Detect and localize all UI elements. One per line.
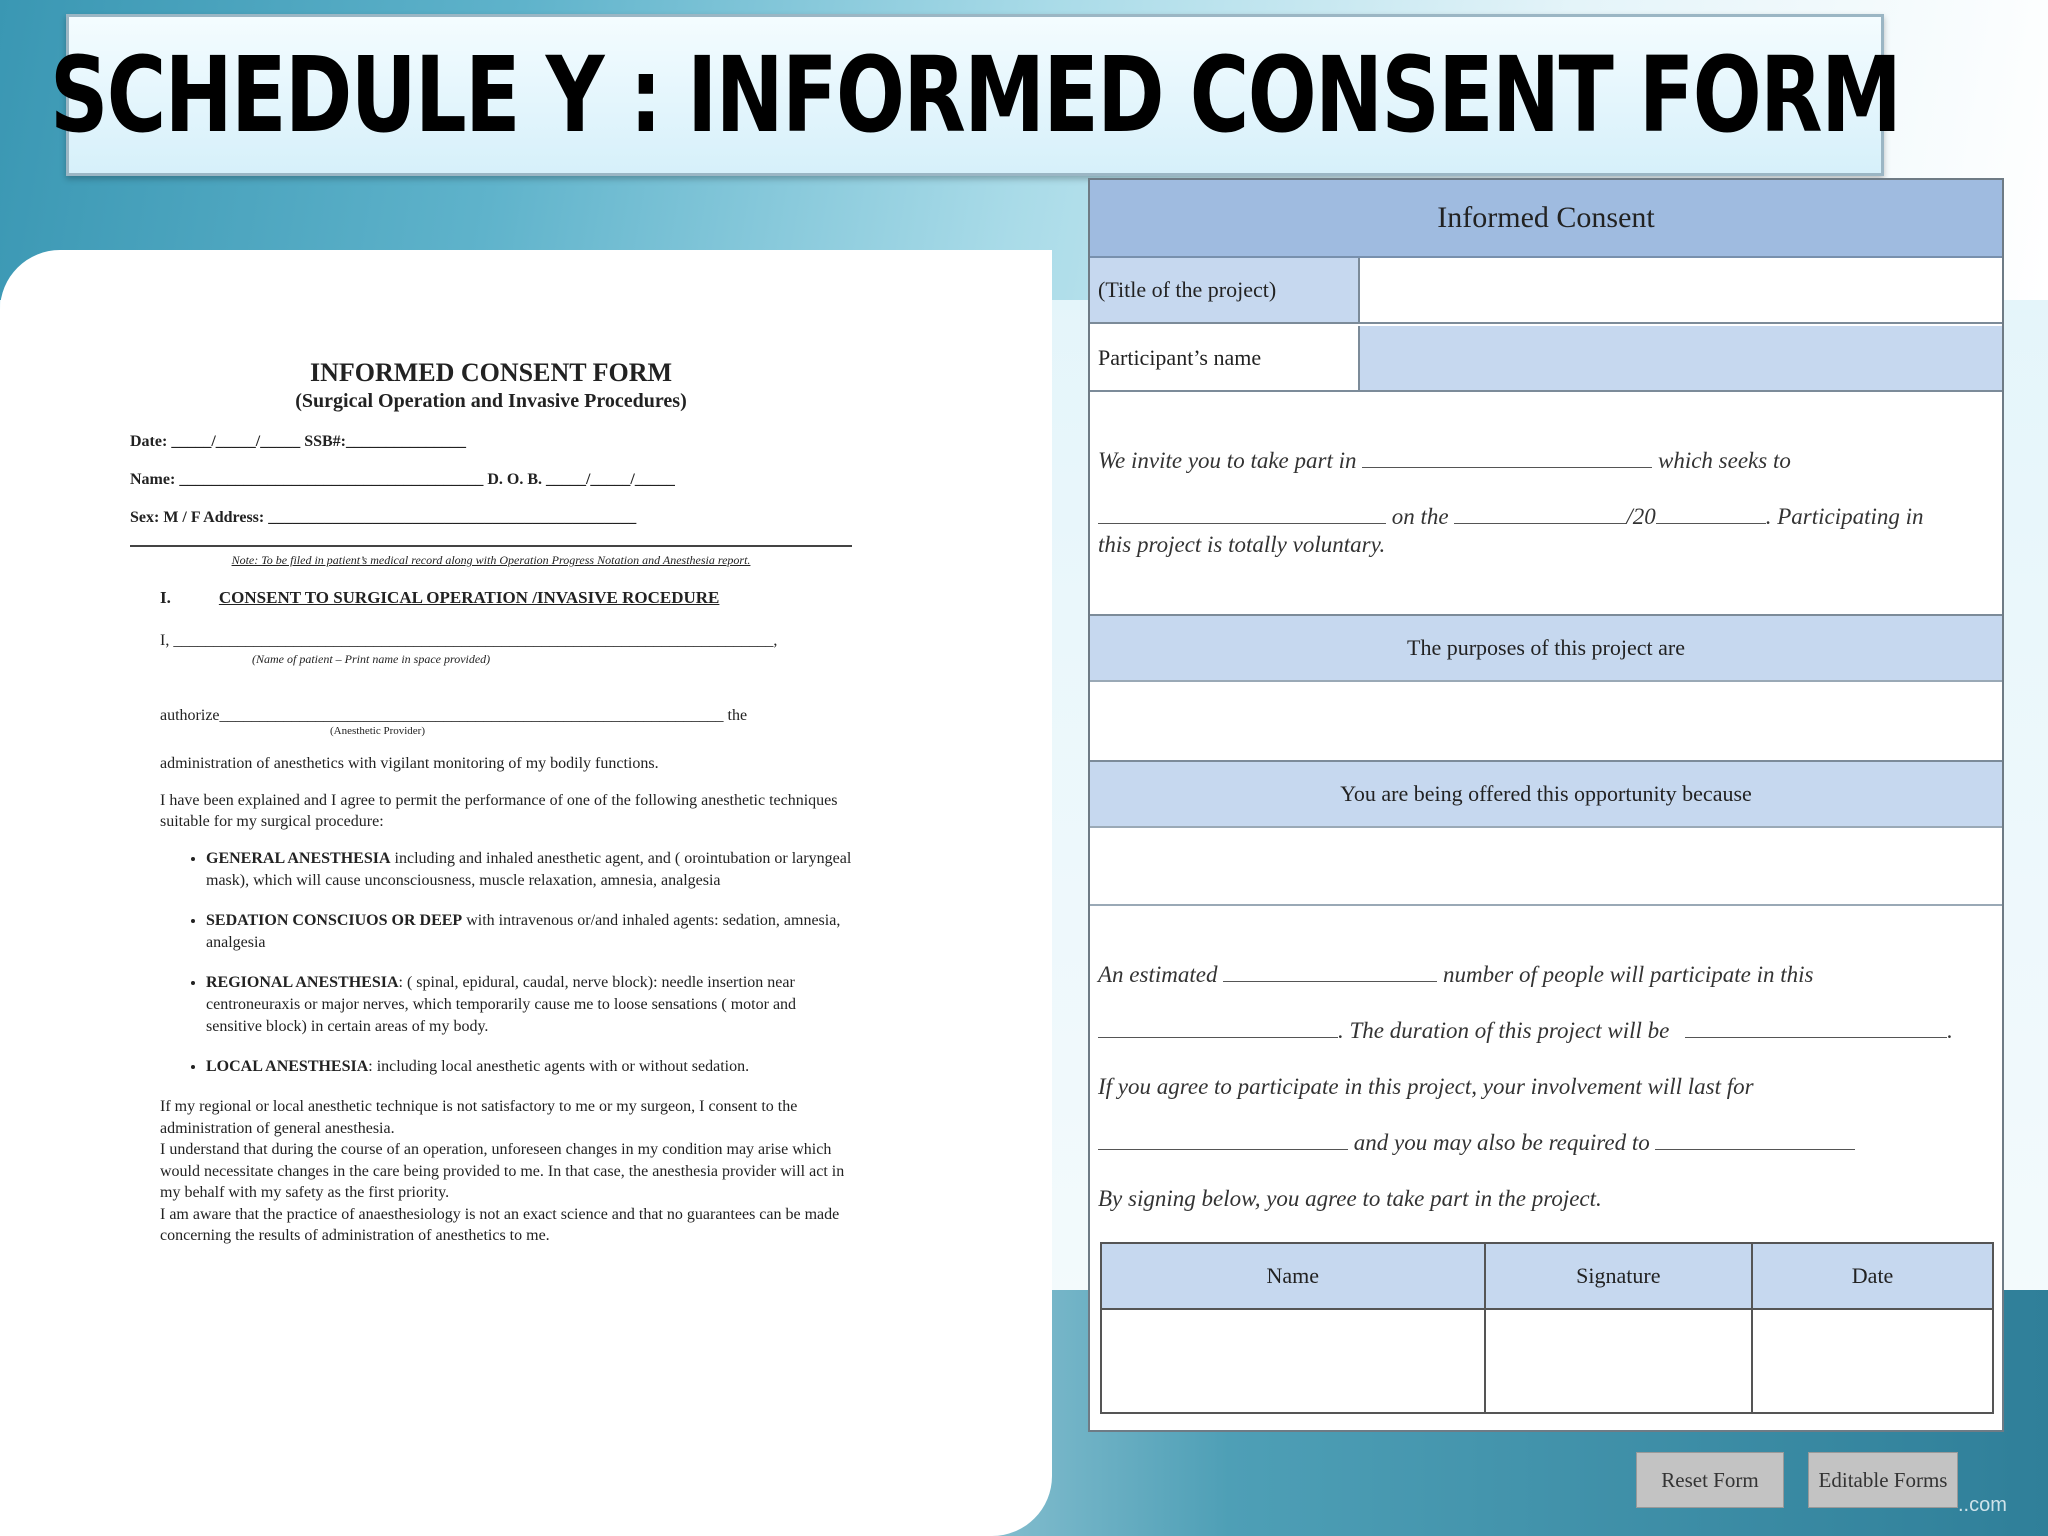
participant-name-input[interactable]	[1360, 326, 2002, 392]
signature-cell[interactable]	[1485, 1309, 1753, 1413]
list-item: • SEDATION CONSCIUOS OR DEEP with intravenous or/and inhaled agents: sedation, amnesia, analgesia	[206, 910, 852, 954]
project-title-input[interactable]	[1360, 258, 2002, 324]
estimate-line: An estimated number of people will participate in this	[1098, 962, 1814, 987]
name-cell[interactable]	[1101, 1309, 1485, 1413]
document-title: INFORMED CONSENT FORM	[309, 358, 673, 387]
table-row	[1101, 1309, 1993, 1413]
signing-line: By signing below, you agree to take part in the project.	[1098, 1186, 1602, 1211]
date-blank[interactable]	[1454, 523, 1626, 524]
patient-name-line: I, ___________________________________________________________________________,	[160, 632, 778, 649]
project-name-blank[interactable]	[1362, 467, 1652, 468]
involvement-blank[interactable]	[1098, 1149, 1348, 1150]
informed-consent-form	[1088, 178, 2004, 1432]
techniques-list	[130, 848, 852, 1078]
duration-blank[interactable]	[1685, 1037, 1947, 1038]
slide-title-bar	[49, 14, 1901, 176]
date-cell[interactable]	[1752, 1309, 1993, 1413]
invite-line-1: We invite you to take part in which seeks to	[1098, 448, 1791, 473]
invite-line-3: this project is totally voluntary.	[1098, 532, 1386, 557]
also-required-line: and you may also be required to	[1098, 1130, 1855, 1156]
sex-address-row: Sex: M / F Address: ______________________________________________	[130, 509, 637, 526]
reset-form-button[interactable]: Reset Form	[1636, 1452, 1784, 1508]
year-blank[interactable]	[1656, 523, 1766, 524]
section-heading	[130, 588, 852, 608]
slide-title: SCHEDULE Y : INFORMED CONSENT FORM	[49, 34, 1901, 156]
document-subtitle: (Surgical Operation and Invasive Procedures)	[295, 390, 687, 412]
participant-name-label: Participant’s name	[1090, 326, 1360, 392]
scanned-consent-document	[0, 250, 1052, 1536]
list-item: • LOCAL ANESTHESIA: including local anesthetic agents with or without sedation.	[206, 1056, 852, 1078]
paragraph-monitoring: administration of anesthetics with vigilant monitoring of my bodily functions.	[160, 755, 659, 772]
opportunity-band: You are being offered this opportunity because	[1090, 760, 2002, 828]
project-title-label: (Title of the project)	[1090, 258, 1360, 324]
date-row: Date: _____/_____/_____ SSB#:_______________	[130, 433, 466, 450]
paragraph-general-fallback: If my regional or local anesthetic technique is not satisfactory to me or my surgeon, I consent to the administration of general anesthesia.	[160, 1098, 798, 1137]
list-item: • GENERAL ANESTHESIA including and inhaled anesthetic agent, and ( orointubation or laryngeal mask), which will cause unconsciousness, muscle relaxation, amnesia, analgesia	[206, 848, 852, 892]
paragraph-unforeseen-changes: I understand that during the course of an operation, unforeseen changes in my condition may arise which would necessitate changes in the care being provided to me. In that case, the anesthesia provider will act in my behalf with my safety as the first priority.	[160, 1141, 845, 1201]
divider	[1090, 904, 2002, 906]
signature-column-header: Signature	[1485, 1243, 1753, 1309]
requirement-blank[interactable]	[1655, 1149, 1855, 1150]
document-body	[130, 358, 852, 1247]
purposes-band: The purposes of this project are	[1090, 614, 2002, 682]
patient-name-caption: (Name of patient – Print name in space provided)	[252, 652, 491, 666]
authorize-caption: (Anesthetic Provider)	[330, 725, 425, 737]
paragraph-techniques-intro: I have been explained and I agree to permit the performance of one of the following anesthetic techniques suitable for my surgical procedure:	[160, 792, 838, 830]
agree-line: If you agree to participate in this project, your involvement will last for	[1098, 1074, 1754, 1099]
watermark: ..com	[1958, 1494, 2007, 1516]
section-number: I.	[160, 588, 171, 607]
name-row: Name: ______________________________________ D. O. B. _____/_____/_____	[130, 471, 675, 488]
participant-count-blank[interactable]	[1223, 981, 1437, 982]
purpose-blank[interactable]	[1098, 523, 1386, 524]
signature-table	[1100, 1242, 1994, 1414]
list-item: • REGIONAL ANESTHESIA: ( spinal, epidural, caudal, nerve block): needle insertion near centroneuraxis or major nerves, which temporarily cause me to loose sensations ( motor and sensitive block) in certain areas of my body.	[206, 972, 852, 1038]
editable-forms-button[interactable]: Editable Forms	[1808, 1452, 1958, 1508]
section-title: CONSENT TO SURGICAL OPERATION /INVASIVE ROCEDURE	[218, 588, 720, 607]
form-header: Informed Consent	[1090, 180, 2002, 258]
date-column-header: Date	[1752, 1243, 1993, 1309]
authorize-line: authorize_______________________________________________________________ the	[160, 707, 748, 724]
paragraph-no-guarantees: I am aware that the practice of anaesthesiology is not an exact science and that no guarantees can be made concerning the results of administration of anesthetics to me.	[160, 1205, 840, 1244]
invite-line-2: on the /20 . Participating in	[1098, 504, 1924, 530]
duration-line: . The duration of this project will be .	[1098, 1018, 1953, 1044]
duration-prefix-blank[interactable]	[1098, 1037, 1338, 1038]
filing-note: Note: To be filed in patient’s medical record along with Operation Progress Notation and Anesthesia report.	[130, 545, 852, 568]
name-column-header: Name	[1101, 1243, 1485, 1309]
